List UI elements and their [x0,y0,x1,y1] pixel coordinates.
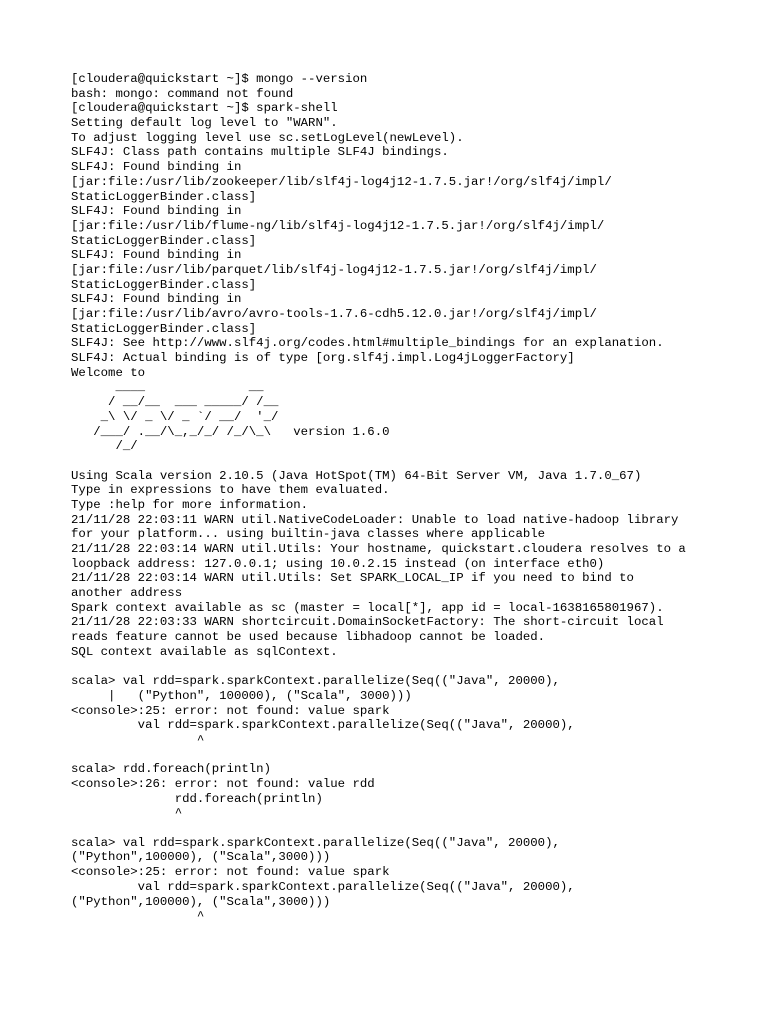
transcript-line: 21/11/28 22:03:14 WARN util.Utils: Set SPARK_LOCAL_IP if you need to bind to [71,571,634,586]
transcript-line: ^ [71,732,205,747]
transcript-line [71,748,751,763]
transcript-line: [jar:file:/usr/lib/flume-ng/lib/slf4j-log4j12-1.7.5.jar!/org/slf4j/impl/ [71,218,605,233]
transcript-line: val rdd=spark.sparkContext.parallelize(Seq(("Java", 20000), [71,718,575,733]
transcript-line: scala> rdd.foreach(println) [71,762,272,777]
transcript-line: StaticLoggerBinder.class] [71,321,257,336]
transcript-line: [jar:file:/usr/lib/parquet/lib/slf4j-log4j12-1.7.5.jar!/org/slf4j/impl/ [71,262,597,277]
transcript-line: | ("Python", 100000), ("Scala", 3000))) [71,688,412,703]
transcript-line: ("Python",100000), ("Scala",3000))) [71,850,331,865]
transcript-line: StaticLoggerBinder.class] [71,189,257,204]
transcript-line: [cloudera@quickstart ~]$ spark-shell [71,101,338,116]
transcript-line: scala> val rdd=spark.sparkContext.parallelize(Seq(("Java", 20000), [71,674,560,689]
transcript-line [71,454,751,469]
transcript-line: Welcome to [71,365,146,380]
transcript-line: <console>:25: error: not found: value spark [71,865,390,880]
transcript-line: bash: mongo: command not found [71,86,294,101]
transcript-line: /_/ [71,439,138,454]
transcript-line: To adjust logging level use sc.setLogLevel(newLevel). [71,130,464,145]
transcript-line: ("Python",100000), ("Scala",3000))) [71,894,331,909]
transcript-line: /___/ .__/\_,_/_/ /_/\_\ version 1.6.0 [71,424,390,439]
transcript-line: _\ \/ _ \/ _ `/ __/ '_/ [71,409,279,424]
transcript-line: SLF4J: Found binding in [71,292,242,307]
transcript-line: [jar:file:/usr/lib/zookeeper/lib/slf4j-log4j12-1.7.5.jar!/org/slf4j/impl/ [71,174,612,189]
transcript-line: SLF4J: Found binding in [71,248,242,263]
transcript-line: <console>:25: error: not found: value spark [71,703,390,718]
transcript-line: ____ __ [71,380,264,395]
transcript-line: ^ [71,909,205,924]
transcript-line: reads feature cannot be used because libhadoop cannot be loaded. [71,630,546,645]
transcript-line: <console>:26: error: not found: value rdd [71,777,375,791]
transcript-line: Spark context available as sc (master = local[*], app id = local-1638165801967). [71,600,664,615]
transcript-line: scala> val rdd=spark.sparkContext.parallelize(Seq(("Java", 20000), [71,835,560,850]
transcript-line: SLF4J: Found binding in [71,160,242,175]
transcript-line [71,821,751,836]
transcript-line: [cloudera@quickstart ~]$ mongo --version [71,72,368,86]
transcript-line: for your platform... using builtin-java classes where applicable [71,527,546,542]
transcript-line: Setting default log level to "WARN". [71,116,338,131]
transcript-line: [jar:file:/usr/lib/avro/avro-tools-1.7.6-cdh5.12.0.jar!/org/slf4j/impl/ [71,307,597,321]
transcript-line: / __/__ ___ _____/ /__ [71,395,279,410]
transcript-line: SLF4J: Actual binding is of type [org.slf4j.impl.Log4jLoggerFactory] [71,351,575,366]
transcript-line: Type in expressions to have them evaluated. [71,483,390,498]
terminal-transcript [71,72,751,924]
transcript-line: 21/11/28 22:03:33 WARN shortcircuit.DomainSocketFactory: The short-circuit local [71,615,664,630]
transcript-line: ^ [71,806,183,821]
transcript-line: Using Scala version 2.10.5 (Java HotSpot(TM) 64-Bit Server VM, Java 1.7.0_67) [71,468,642,483]
transcript-line: SLF4J: Class path contains multiple SLF4J bindings. [71,145,449,160]
transcript-line: rdd.foreach(println) [71,791,323,806]
transcript-line: SLF4J: See http://www.slf4j.org/codes.html#multiple_bindings for an explanation. [71,336,664,351]
transcript-line: SQL context available as sqlContext. [71,644,338,659]
transcript-line: StaticLoggerBinder.class] [71,277,257,292]
transcript-line: Type :help for more information. [71,497,309,512]
transcript-line: 21/11/28 22:03:11 WARN util.NativeCodeLoader: Unable to load native-hadoop library [71,512,679,527]
transcript-line [71,660,751,675]
transcript-line: another address [71,586,183,601]
transcript-line: val rdd=spark.sparkContext.parallelize(Seq(("Java", 20000), [71,879,575,894]
transcript-line: SLF4J: Found binding in [71,204,242,219]
transcript-line: loopback address: 127.0.0.1; using 10.0.2.15 instead (on interface eth0) [71,556,605,571]
transcript-line: StaticLoggerBinder.class] [71,233,257,248]
transcript-line: 21/11/28 22:03:14 WARN util.Utils: Your hostname, quickstart.cloudera resolves to a [71,542,686,556]
